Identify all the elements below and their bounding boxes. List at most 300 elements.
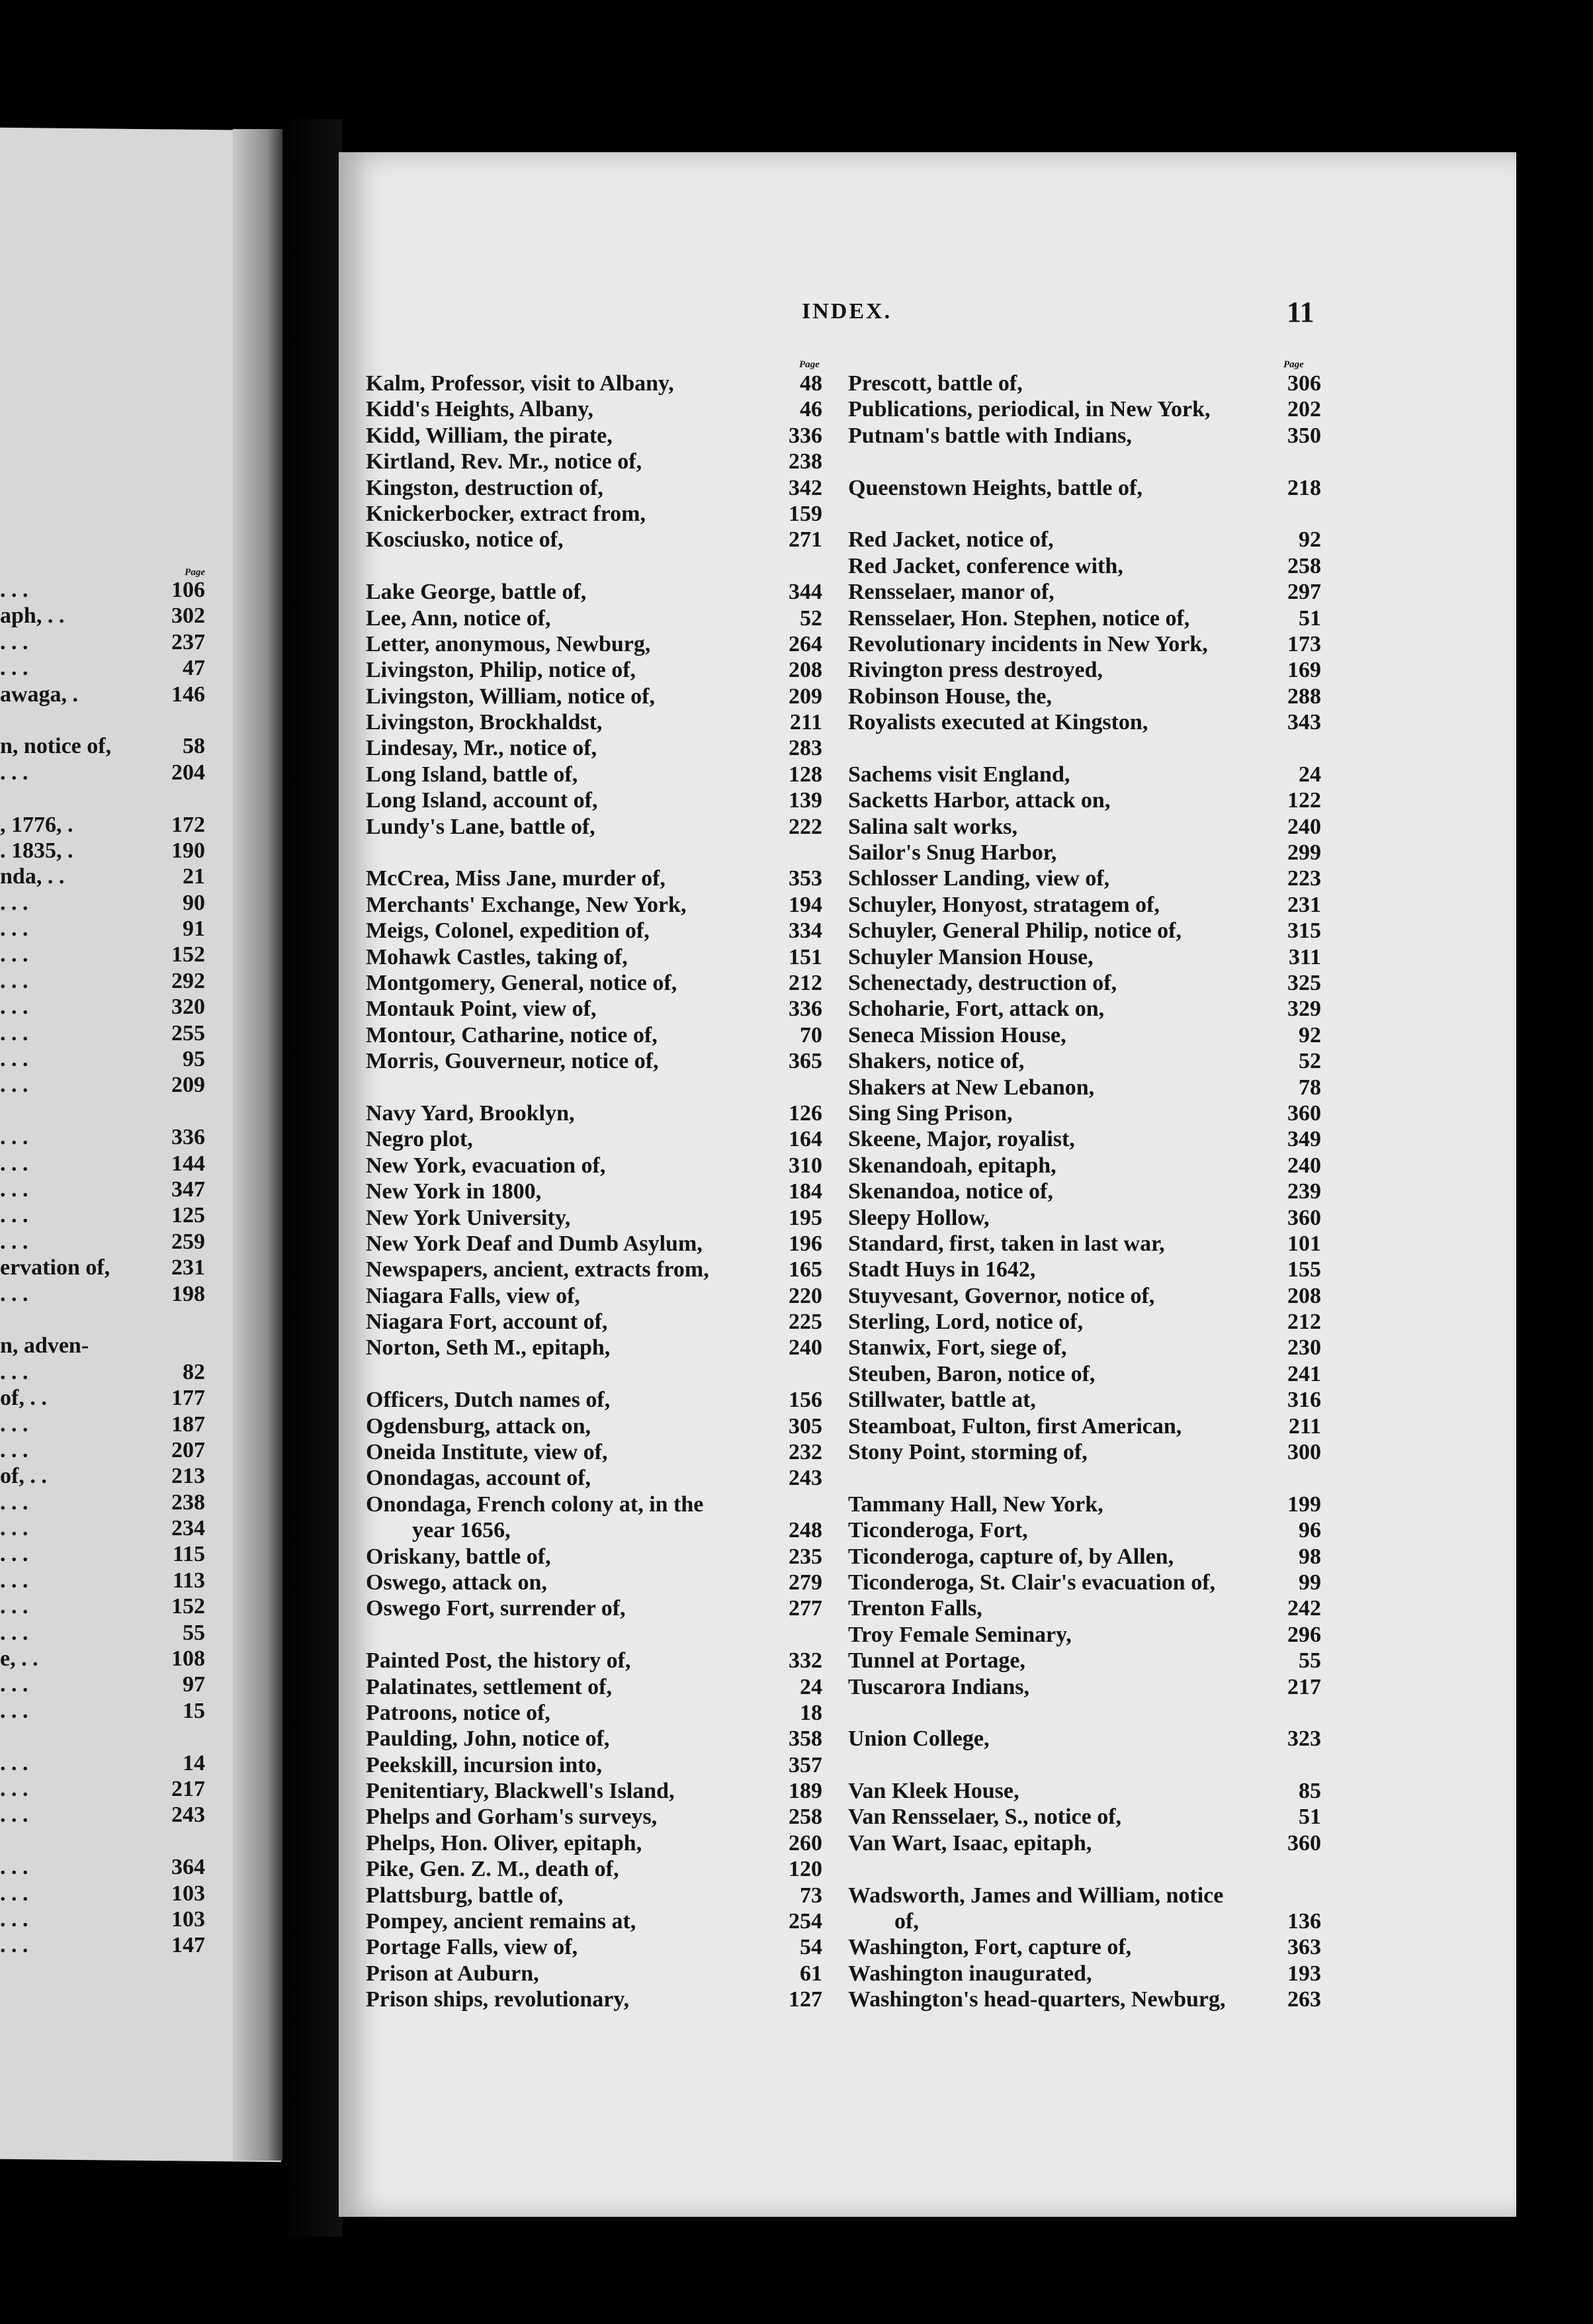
index-entry-page: 306 <box>1287 371 1321 396</box>
index-entry <box>848 1153 1321 1179</box>
index-entry <box>366 501 822 527</box>
index-entry-text: Queenstown Heights, battle of, <box>848 475 1142 500</box>
left-page-row <box>0 1776 218 1802</box>
left-page-row <box>0 1020 218 1046</box>
index-entry <box>848 553 1321 579</box>
left-page-fragment: e, . . <box>0 1646 38 1672</box>
left-page-row <box>0 629 218 655</box>
index-entry-text: Skenandoah, epitaph, <box>848 1153 1056 1178</box>
index-entry <box>848 1595 1321 1621</box>
index-entry-text: Phelps, Hon. Oliver, epitaph, <box>366 1830 642 1855</box>
index-entry-text: Steuben, Baron, notice of, <box>848 1361 1096 1386</box>
left-page-page-number: 243 <box>171 1803 205 1828</box>
index-entry-page: 232 <box>789 1440 822 1465</box>
index-entry <box>366 423 822 449</box>
left-page-row <box>0 603 218 629</box>
col-b-page-label: Page <box>1283 359 1304 370</box>
left-page-page-number: 14 <box>183 1750 205 1775</box>
left-page-page-number: 95 <box>183 1047 205 1072</box>
index-entry-page: 193 <box>1287 1961 1321 1986</box>
left-page-page-number: 292 <box>171 968 205 993</box>
index-entry-page: 297 <box>1287 580 1321 605</box>
index-entry-page: 136 <box>1287 1909 1321 1934</box>
left-page-row <box>0 1802 218 1828</box>
left-page-row <box>0 1098 218 1124</box>
index-entry-text: Patroons, notice of, <box>366 1700 550 1725</box>
index-entry-page: 70 <box>800 1022 822 1048</box>
index-entry-page: 46 <box>800 397 822 422</box>
index-entry-text: Newspapers, ancient, extracts from, <box>366 1257 709 1282</box>
page-title: INDEX. <box>802 299 892 324</box>
index-entry-page: 155 <box>1287 1257 1321 1282</box>
left-page-fragment: of, . . <box>0 1464 47 1489</box>
index-entry-text: Pompey, ancient remains at, <box>366 1909 636 1934</box>
index-gap <box>366 1361 822 1387</box>
index-entry <box>848 970 1321 996</box>
index-entry <box>366 1830 822 1856</box>
index-entry-page: 208 <box>789 658 822 683</box>
index-entry-page: 127 <box>789 1987 822 2012</box>
index-entry <box>366 449 822 474</box>
index-entry-text: Livingston, Philip, notice of, <box>366 658 636 683</box>
index-entry-text: Plattsburg, battle of, <box>366 1883 564 1908</box>
index-entry-page: 199 <box>1287 1492 1321 1517</box>
index-entry <box>848 605 1321 631</box>
index-entry <box>848 684 1321 709</box>
index-entry <box>848 657 1321 683</box>
left-page-row <box>0 1750 218 1776</box>
left-page-row <box>0 1411 218 1437</box>
index-entry-page: 243 <box>789 1466 822 1491</box>
left-page-fragment: . . . <box>0 1672 28 1697</box>
index-entry <box>366 1387 822 1413</box>
index-entry-text: Merchants' Exchange, New York, <box>366 892 687 917</box>
index-entry <box>848 996 1321 1022</box>
index-entry-page: 260 <box>789 1830 822 1855</box>
left-page-row <box>0 1932 218 1958</box>
index-entry <box>848 1674 1321 1700</box>
index-entry-text: Schuyler Mansion House, <box>848 944 1094 969</box>
index-entry-page: 96 <box>1299 1518 1321 1543</box>
left-page-row <box>0 942 218 967</box>
index-entry-page: 126 <box>789 1100 822 1126</box>
index-entry <box>366 866 822 891</box>
left-page-row <box>0 1229 218 1255</box>
index-entry-page: 334 <box>789 918 822 944</box>
index-entry <box>366 1961 822 1987</box>
index-entry-text: Schuyler, General Philip, notice of, <box>848 918 1182 944</box>
left-page-row <box>0 1385 218 1411</box>
index-entry <box>366 1570 822 1595</box>
index-gap <box>366 840 822 866</box>
index-entry-page: 18 <box>800 1700 822 1725</box>
index-entry-page: 283 <box>789 736 822 761</box>
index-entry-text: Montauk Point, view of, <box>366 997 597 1022</box>
left-page-row <box>0 812 218 838</box>
index-entry-text: New York University, <box>366 1205 571 1230</box>
index-entry <box>848 1205 1321 1231</box>
index-entry-page: 360 <box>1287 1100 1321 1126</box>
left-page-page-number: 237 <box>171 629 205 654</box>
index-entry-page: 52 <box>1299 1049 1321 1074</box>
index-entry-page: 78 <box>1299 1075 1321 1100</box>
left-page-fragment: . . . <box>0 916 28 942</box>
index-entry-page: 51 <box>1299 605 1321 631</box>
index-entry-page: 315 <box>1287 918 1321 944</box>
index-entry-page: 305 <box>789 1413 822 1439</box>
left-page-page-number: 302 <box>171 603 205 629</box>
index-entry-page: 363 <box>1287 1935 1321 1960</box>
index-entry-text: New York Deaf and Dumb Asylum, <box>366 1231 703 1256</box>
index-entry-page: 357 <box>789 1752 822 1777</box>
left-page-row <box>0 916 218 942</box>
left-page-row <box>0 1151 218 1177</box>
index-entry <box>848 396 1321 422</box>
index-entry <box>848 1648 1321 1674</box>
left-page-page-number: 21 <box>183 864 205 889</box>
left-page-row <box>0 1281 218 1307</box>
index-entry-page: 332 <box>789 1648 822 1674</box>
left-page-fragment: n, notice of, <box>0 734 112 759</box>
left-page-row <box>0 1490 218 1515</box>
left-page-page-number: 347 <box>171 1177 205 1202</box>
index-entry-text: Tammany Hall, New York, <box>848 1492 1103 1517</box>
left-page-row <box>0 1359 218 1385</box>
left-page-fragment: . . . <box>0 1203 28 1228</box>
left-page-row <box>0 1072 218 1098</box>
index-entry <box>848 1048 1321 1074</box>
index-entry-text: Mohawk Castles, taking of, <box>366 944 628 969</box>
index-entry-text: Van Wart, Isaac, epitaph, <box>848 1830 1092 1855</box>
index-entry <box>848 944 1321 970</box>
left-page-row <box>0 655 218 681</box>
left-page-page-number: 152 <box>171 942 205 967</box>
left-page-page-number: 187 <box>171 1411 205 1437</box>
index-entry-text: Sachems visit England, <box>848 762 1070 787</box>
left-page-row <box>0 785 218 811</box>
index-entry <box>366 944 822 970</box>
index-entry-page: 240 <box>1287 1153 1321 1178</box>
index-entry <box>366 1908 822 1934</box>
left-page-row <box>0 1724 218 1750</box>
index-entry <box>366 787 822 813</box>
index-entry-page: 258 <box>1287 553 1321 578</box>
left-page-fragment: . . . <box>0 1359 28 1384</box>
left-page-page-number: 204 <box>171 760 205 785</box>
left-page-fragment: . . . <box>0 1620 28 1645</box>
left-page-fragment: . . . <box>0 1229 28 1254</box>
index-entry <box>366 1335 822 1361</box>
index-entry-text: Sailor's Snug Harbor, <box>848 840 1057 866</box>
index-entry-text: Sacketts Harbor, attack on, <box>848 788 1111 813</box>
index-gap <box>848 1700 1321 1726</box>
index-entry-text: Sterling, Lord, notice of, <box>848 1310 1084 1335</box>
index-gap <box>848 501 1321 527</box>
index-entry-text: Wadsworth, James and William, notice <box>848 1883 1224 1908</box>
index-entry-text: Tuscarora Indians, <box>848 1674 1029 1699</box>
index-entry <box>848 475 1321 501</box>
index-entry-page: 212 <box>1287 1310 1321 1335</box>
index-entry-page: 241 <box>1287 1361 1321 1386</box>
index-entry <box>366 1439 822 1465</box>
left-page-fragment: n, adven- <box>0 1333 89 1359</box>
index-entry-text: Kingston, destruction of, <box>366 475 603 500</box>
index-entry <box>366 1283 822 1309</box>
index-entry <box>366 918 822 944</box>
left-page-row <box>0 682 218 707</box>
left-page-fragment: . . . <box>0 1750 28 1775</box>
index-entry-text: Penitentiary, Blackwell's Island, <box>366 1779 675 1804</box>
index-entry <box>848 1100 1321 1126</box>
left-page-row <box>0 1881 218 1906</box>
index-entry-page: 101 <box>1287 1231 1321 1256</box>
index-entry <box>366 631 822 657</box>
index-entry-page: 54 <box>800 1935 822 1960</box>
index-entry-page: 365 <box>789 1049 822 1074</box>
left-page-page-number: 113 <box>172 1568 205 1593</box>
left-page-row <box>0 1646 218 1672</box>
index-entry-text: Schlosser Landing, view of, <box>848 866 1110 891</box>
index-entry-page: 120 <box>789 1857 822 1882</box>
index-entry <box>848 840 1321 866</box>
index-entry-page: 323 <box>1287 1726 1321 1752</box>
index-entry-text: Ticonderoga, capture of, by Allen, <box>848 1544 1174 1569</box>
index-entry-page: 299 <box>1287 840 1321 866</box>
index-entry-text: Montour, Catharine, notice of, <box>366 1022 658 1048</box>
left-page-row <box>0 707 218 733</box>
index-entry-page: 122 <box>1287 788 1321 813</box>
index-gap <box>366 1075 822 1100</box>
index-entry-text: Rensselaer, Hon. Stephen, notice of, <box>848 605 1190 631</box>
index-entry-text: Norton, Seth M., epitaph, <box>366 1335 611 1361</box>
left-page-fragment: . . . <box>0 1151 28 1176</box>
index-gap <box>848 1465 1321 1491</box>
index-entry-page: 235 <box>789 1544 822 1569</box>
left-page-fragment: . . . <box>0 656 28 681</box>
left-page-page-number: 55 <box>183 1620 205 1645</box>
index-entry-page: 159 <box>789 501 822 526</box>
left-page-row <box>0 1593 218 1619</box>
left-page-fragment: . . . <box>0 995 28 1020</box>
index-entry-text: Oriskany, battle of, <box>366 1544 551 1569</box>
index-entry <box>366 1674 822 1700</box>
left-page-fragment: . . . <box>0 942 28 967</box>
index-entry-page: 240 <box>789 1335 822 1361</box>
index-entry-page: 225 <box>789 1310 822 1335</box>
left-page-row <box>0 1046 218 1072</box>
left-page-row <box>0 1854 218 1880</box>
index-entry-text: Ticonderoga, Fort, <box>848 1518 1028 1543</box>
index-entry-text: year 1656, <box>412 1518 511 1543</box>
left-page-page-number: 217 <box>171 1776 205 1801</box>
left-page-page-number: 152 <box>171 1594 205 1619</box>
left-page-row <box>0 1202 218 1228</box>
index-entry-text: Ogdensburg, attack on, <box>366 1413 591 1439</box>
index-entry <box>848 1231 1321 1257</box>
left-page-page-number: 207 <box>171 1437 205 1462</box>
left-page-row <box>0 733 218 759</box>
left-page-fragment: . . . <box>0 1073 28 1098</box>
index-entry <box>366 1153 822 1179</box>
index-entry-page: 231 <box>1287 892 1321 917</box>
index-entry-text: Oswego Fort, surrender of, <box>366 1596 626 1621</box>
left-page-page-number: 103 <box>171 1906 205 1932</box>
index-entry-text: Tunnel at Portage, <box>848 1648 1025 1674</box>
index-entry-text: Oneida Institute, view of, <box>366 1440 608 1465</box>
index-entry <box>848 1987 1321 2012</box>
index-entry-text: Kirtland, Rev. Mr., notice of, <box>366 449 642 474</box>
left-page-page-number: 147 <box>171 1933 205 1958</box>
left-page-fragment: ervation of, <box>0 1255 110 1280</box>
index-entry <box>366 1413 822 1439</box>
index-entry-text: Skenandoa, notice of, <box>848 1179 1053 1204</box>
index-entry-page: 92 <box>1299 527 1321 553</box>
left-page-page-number: 15 <box>183 1698 205 1723</box>
index-entry <box>848 1961 1321 1987</box>
index-entry-page: 24 <box>800 1674 822 1699</box>
index-entry-text: Painted Post, the history of, <box>366 1648 631 1674</box>
index-entry-text: Prison ships, revolutionary, <box>366 1987 629 2012</box>
index-entry-text: Knickerbocker, extract from, <box>366 501 646 526</box>
index-entry <box>848 787 1321 813</box>
index-entry-text: Navy Yard, Brooklyn, <box>366 1100 575 1126</box>
index-entry-text: Revolutionary incidents in New York, <box>848 631 1208 656</box>
index-entry <box>848 866 1321 891</box>
index-entry-text: Phelps and Gorham's surveys, <box>366 1805 658 1830</box>
index-entry-text: Palatinates, settlement of, <box>366 1674 613 1699</box>
left-page-page-number: 146 <box>171 682 205 707</box>
left-page-page-number: 320 <box>171 995 205 1020</box>
index-entry-text: Rivington press destroyed, <box>848 658 1103 683</box>
index-entry-text: Oswego, attack on, <box>366 1570 547 1595</box>
index-entry-page: 230 <box>1287 1335 1321 1361</box>
index-entry-text: Van Rensselaer, S., notice of, <box>848 1805 1122 1830</box>
index-entry <box>366 1726 822 1752</box>
index-entry <box>848 1309 1321 1335</box>
index-entry <box>848 762 1321 787</box>
index-entry-page: 240 <box>1287 814 1321 839</box>
index-entry-text: Skeene, Major, royalist, <box>848 1127 1075 1152</box>
index-column-left <box>366 371 822 2013</box>
index-entry <box>366 1309 822 1335</box>
index-entry <box>848 579 1321 605</box>
left-page-page-number: 336 <box>171 1125 205 1150</box>
index-entry-text: Prescott, battle of, <box>848 371 1023 396</box>
left-page-fragment: . . . <box>0 1568 28 1593</box>
index-entry <box>366 1100 822 1126</box>
left-page-page-number: 190 <box>171 838 205 863</box>
index-entry <box>366 996 822 1022</box>
left-page-row <box>0 1124 218 1150</box>
left-page-fragment: . . . <box>0 1437 28 1462</box>
index-entry-text: Kosciusko, notice of, <box>366 527 564 553</box>
index-entry-page: 195 <box>789 1205 822 1230</box>
index-entry <box>848 527 1321 553</box>
index-entry-text: Stuyvesant, Governor, notice of, <box>848 1283 1155 1308</box>
index-entry <box>848 1361 1321 1387</box>
index-entry-page: 220 <box>789 1283 822 1308</box>
index-entry <box>848 1830 1321 1856</box>
left-page-row <box>0 1333 218 1359</box>
left-page-page-label: Page <box>185 567 205 578</box>
left-page-page-number: 47 <box>183 656 205 681</box>
index-entry-page: 184 <box>789 1179 822 1204</box>
index-entry-text: Washington's head-quarters, Newburg, <box>848 1987 1226 2012</box>
index-entry <box>848 1726 1321 1752</box>
index-entry-text: Morris, Gouverneur, notice of, <box>366 1049 659 1074</box>
left-page-fragment: . . . <box>0 1803 28 1828</box>
index-entry <box>366 1934 822 1960</box>
left-page-index-fragments <box>0 567 218 1959</box>
index-entry <box>848 1387 1321 1413</box>
left-page-page-number: 231 <box>171 1255 205 1280</box>
index-entry-page: 211 <box>789 710 822 735</box>
index-entry-page: 342 <box>789 475 822 500</box>
left-page-fragment: . . . <box>0 890 28 915</box>
index-entry <box>366 657 822 683</box>
index-entry <box>848 1283 1321 1309</box>
left-page-page-number: 90 <box>183 890 205 915</box>
index-entry <box>366 970 822 996</box>
index-entry <box>366 735 822 761</box>
index-entry-text: Livingston, Brockhaldst, <box>366 710 603 735</box>
index-entry-page: 212 <box>789 970 822 995</box>
index-entry-text: Standard, first, taken in last war, <box>848 1231 1165 1256</box>
index-gap <box>848 449 1321 474</box>
index-entry-page: 156 <box>789 1388 822 1413</box>
index-entry-text: Steamboat, Fulton, first American, <box>848 1413 1182 1439</box>
index-entry <box>848 1804 1321 1830</box>
index-entry <box>366 1987 822 2012</box>
index-entry <box>848 1622 1321 1648</box>
left-page-page-number: 106 <box>171 578 205 602</box>
index-entry-page: 208 <box>1287 1283 1321 1308</box>
index-entry-page: 258 <box>789 1805 822 1830</box>
index-entry <box>366 1205 822 1231</box>
index-entry-text: Seneca Mission House, <box>848 1022 1066 1048</box>
index-entry <box>366 1022 822 1048</box>
index-entry-text: Stanwix, Fort, siege of, <box>848 1335 1067 1361</box>
left-page-fragment: . . . <box>0 578 28 602</box>
left-page-fragment: . . . <box>0 1411 28 1437</box>
index-entry-page: 164 <box>789 1127 822 1152</box>
index-entry-text: Kidd's Heights, Albany, <box>366 397 593 422</box>
index-entry <box>366 1856 822 1882</box>
index-entry-page: 311 <box>1288 944 1321 969</box>
index-entry <box>848 1022 1321 1048</box>
index-entry-page: 202 <box>1287 397 1321 422</box>
index-entry-page: 279 <box>789 1570 822 1595</box>
index-entry-text: Lundy's Lane, battle of, <box>366 814 595 839</box>
left-page-page-number: 198 <box>171 1281 205 1306</box>
index-entry <box>848 709 1321 735</box>
index-entry-text: Union College, <box>848 1726 990 1752</box>
index-entry-page: 98 <box>1299 1544 1321 1569</box>
index-entry-text: Lake George, battle of, <box>366 580 587 605</box>
left-page-fragment: . . . <box>0 1776 28 1801</box>
index-entry <box>848 1778 1321 1804</box>
left-page-row <box>0 968 218 994</box>
left-page-fragment: . . . <box>0 1516 28 1541</box>
index-entry-text: Shakers, notice of, <box>848 1049 1025 1074</box>
left-page-row <box>0 1906 218 1932</box>
index-entry-page: 360 <box>1287 1830 1321 1855</box>
index-entry-text: Lindesay, Mr., notice of, <box>366 736 597 761</box>
index-entry <box>366 475 822 501</box>
index-entry-page: 350 <box>1287 423 1321 448</box>
index-entry-text: Portage Falls, view of, <box>366 1935 578 1960</box>
index-entry-page: 73 <box>800 1883 822 1908</box>
